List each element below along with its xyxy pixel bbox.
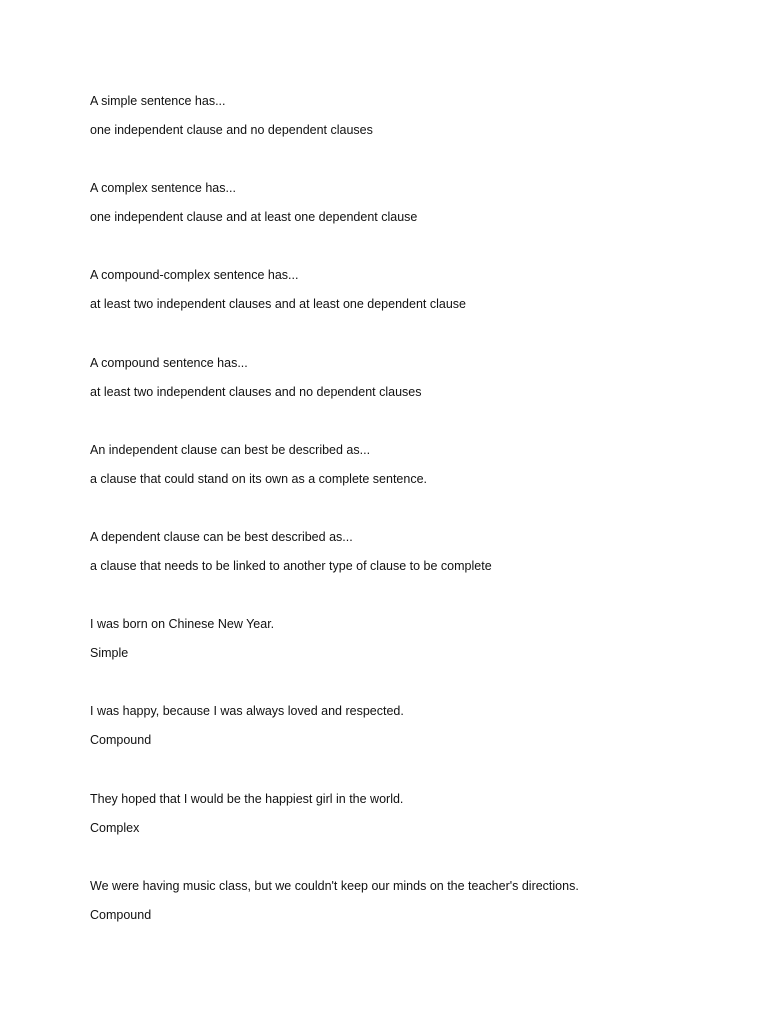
flashcard-prompt: A dependent clause can be best described as... [90,529,353,544]
flashcard-entry [90,179,730,266]
flashcard-prompt: A compound sentence has... [90,355,248,370]
flashcard-answer: one independent clause and no dependent clauses [90,123,373,137]
flashcard-answer: Complex [90,820,140,835]
flashcard-prompt: They hoped that I would be the happiest girl in the world. [90,791,404,806]
flashcard-entry [90,441,730,528]
flashcard-prompt: A complex sentence has... [90,181,236,196]
flashcard-prompt: A simple sentence has... [90,94,226,108]
flashcard-prompt: We were having music class, but we couldn't keep our minds on the teacher's directions. [90,878,579,893]
flashcard-answer: a clause that needs to be linked to another type of clause to be complete [90,558,492,573]
flashcard-answer: Compound [90,907,152,922]
flashcard-entry [90,266,730,353]
flashcard-list [90,92,730,964]
flashcard-answer: one independent clause and at least one dependent clause [90,210,418,225]
flashcard-entry [90,615,730,702]
flashcard-prompt: I was happy, because I was always loved and respected. [90,704,404,719]
flashcard-entry [90,92,730,179]
flashcard-answer: Compound [90,733,152,748]
flashcard-answer: Simple [90,646,129,661]
flashcard-answer: at least two independent clauses and no dependent clauses [90,384,422,399]
flashcard-answer: a clause that could stand on its own as a complete sentence. [90,471,428,486]
flashcard-entry [90,790,730,877]
flashcard-prompt: An independent clause can best be described as... [90,442,371,457]
flashcard-entry [90,354,730,441]
flashcard-answer: at least two independent clauses and at least one dependent clause [90,297,466,312]
flashcard-prompt: A compound-complex sentence has... [90,268,299,283]
flashcard-entry [90,877,730,964]
flashcard-entry [90,528,730,615]
flashcard-prompt: I was born on Chinese New Year. [90,617,275,632]
flashcard-entry [90,702,730,789]
